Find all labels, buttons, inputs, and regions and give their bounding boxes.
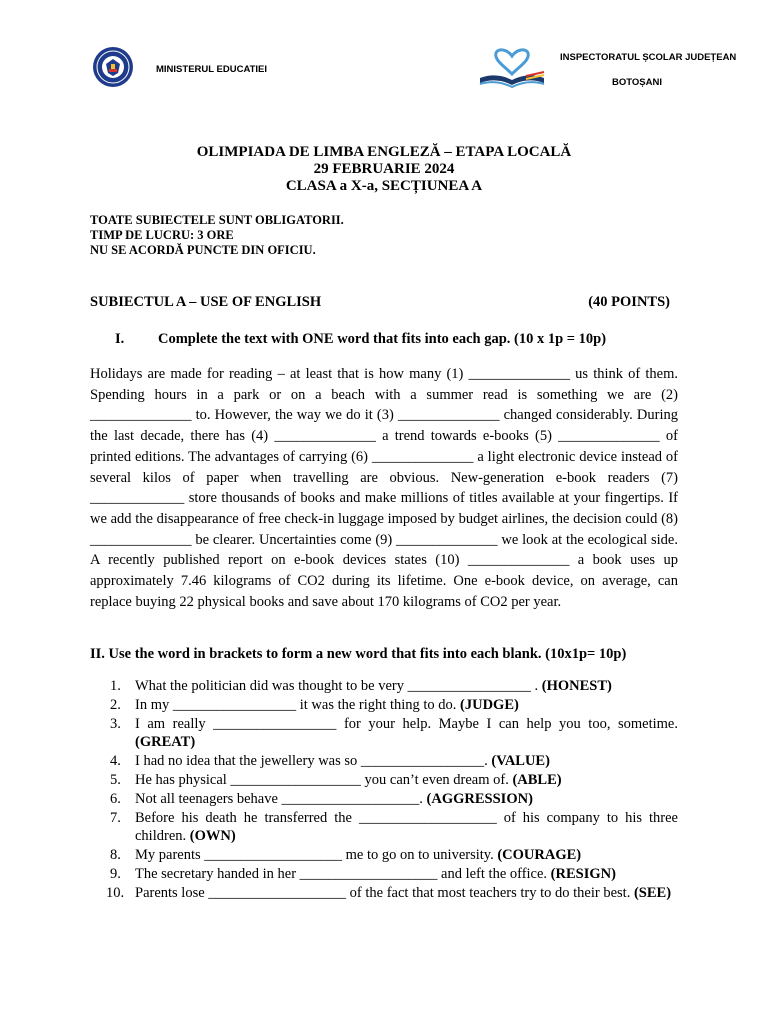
- item-key-word: (OWN): [189, 828, 236, 845]
- word-formation-list: [90, 677, 678, 903]
- rule-mandatory: TOATE SUBIECTELE SUNT OBLIGATORII.: [90, 213, 344, 227]
- item-number: 2.: [110, 696, 121, 713]
- item-number: 1.: [110, 678, 121, 694]
- list-item: [90, 752, 678, 771]
- item-key-word: (JUDGE): [460, 696, 519, 713]
- exam-class: CLASA a X-a, SECȚIUNEA A: [285, 178, 483, 194]
- exam-title: [0, 144, 768, 195]
- item-key-word: (AGGRESSION): [426, 790, 533, 807]
- item-number: 9.: [110, 865, 121, 882]
- item-text: What the politician did was thought to be very _________________ .: [135, 678, 542, 694]
- item-text: The secretary handed in her ___________________ and left the office.: [135, 865, 551, 882]
- item-number: 7.: [110, 809, 121, 826]
- exam-date: 29 FEBRUARIE 2024: [313, 161, 455, 177]
- list-item: [90, 715, 678, 753]
- item-number: 8.: [110, 847, 121, 864]
- list-item: [90, 771, 678, 790]
- item-key-word: (GREAT): [135, 734, 196, 751]
- rule-time: TIMP DE LUCRU: 3 ORE: [90, 228, 234, 242]
- inspectorate-city: BOTOȘANI: [612, 77, 662, 88]
- item-key-word: (ABLE): [512, 771, 562, 788]
- list-item: [90, 696, 678, 715]
- inspectorate-name: INSPECTORATUL ȘCOLAR JUDEȚEAN: [560, 52, 737, 63]
- page-header: [0, 0, 768, 110]
- item-number: 4.: [110, 753, 121, 770]
- item-key-word: (COURAGE): [497, 847, 582, 864]
- item-text: I had no idea that the jewellery was so _________________.: [135, 753, 492, 770]
- item-text: In my _________________ it was the right thing to do.: [135, 696, 461, 713]
- item-key-word: (SEE): [633, 884, 672, 901]
- list-item: [90, 884, 678, 903]
- list-item: [90, 865, 678, 884]
- item-number: 6.: [110, 790, 121, 807]
- section-a-heading: [90, 294, 678, 311]
- item-key-word: (HONEST): [541, 678, 612, 694]
- exercise-1-paragraph: [90, 364, 678, 612]
- list-item: [90, 677, 678, 696]
- list-item: [90, 790, 678, 809]
- item-text: Parents lose ___________________ of the fact that most teachers try to do their best.: [135, 884, 634, 901]
- item-text: Before his death he transferred the ___________________ of his company to his three children.: [135, 809, 678, 845]
- exercise-2-instruction: II. Use the word in brackets to form a new word that fits into each blank. (10x1p= 10p): [90, 646, 627, 662]
- item-number: 5.: [110, 771, 121, 788]
- item-key-word: (RESIGN): [550, 865, 616, 882]
- section-a-title: SUBIECTUL A – USE OF ENGLISH: [90, 294, 322, 310]
- item-text: My parents ___________________ me to go on to university.: [135, 847, 498, 864]
- ministry-seal-icon: [92, 46, 134, 88]
- item-key-word: (VALUE): [491, 753, 550, 770]
- item-text: Not all teenagers behave ___________________.: [135, 790, 427, 807]
- item-number: 10.: [106, 884, 125, 901]
- item-number: 3.: [110, 715, 121, 732]
- exercise-1-text: Complete the text with ONE word that fits into each gap. (10 x 1p = 10p): [158, 331, 607, 347]
- exam-rules: [90, 213, 344, 258]
- exercise-1-number: I.: [115, 331, 125, 347]
- isj-heart-book-icon: [474, 48, 550, 92]
- gap-fill-text: Holidays are made for reading – at least that is how many (1) ______________ us think of them. Spending hours in a park or on a beach with a summer read is something we are (2) ______________ to. However, the way we do it (3) ______________ changed considerably. During the last decade, there has (4) ______________ a trend towards e-books (5) ______________ of printed editions. The advantages of carrying (6) ______________ a light electronic device instead of several kilos of paper when travelling are obvious. New-generation e-book readers (7) _____________ store thousands of books and make millions of titles available at your fingertips. If we add the disappearance of free check-in luggage imposed by budget airlines, the decision could (8) ______________ be clearer. Uncertainties come (9) ______________ we look at the ecological side. A recently published report on e-book devices states (10) ______________ a book uses up approximately 7.46 kilograms of CO2 during its lifetime. One e-book device, on average, can replace buying 22 physical books and save about 170 kilograms of CO2 per year.: [90, 366, 678, 610]
- item-text: He has physical __________________ you can’t even dream of.: [135, 771, 513, 788]
- item-text: I am really _________________ for your help. Maybe I can help you too, sometime.: [135, 715, 678, 732]
- exam-title-line1: OLIMPIADA DE LIMBA ENGLEZĂ – ETAPA LOCALĂ: [196, 144, 572, 160]
- list-item: [90, 809, 678, 847]
- ministry-name: MINISTERUL EDUCATIEI: [156, 64, 268, 75]
- section-a-points: (40 POINTS): [588, 294, 670, 310]
- rule-no-points: NU SE ACORDĂ PUNCTE DIN OFICIU.: [90, 243, 316, 257]
- list-item: [90, 846, 678, 865]
